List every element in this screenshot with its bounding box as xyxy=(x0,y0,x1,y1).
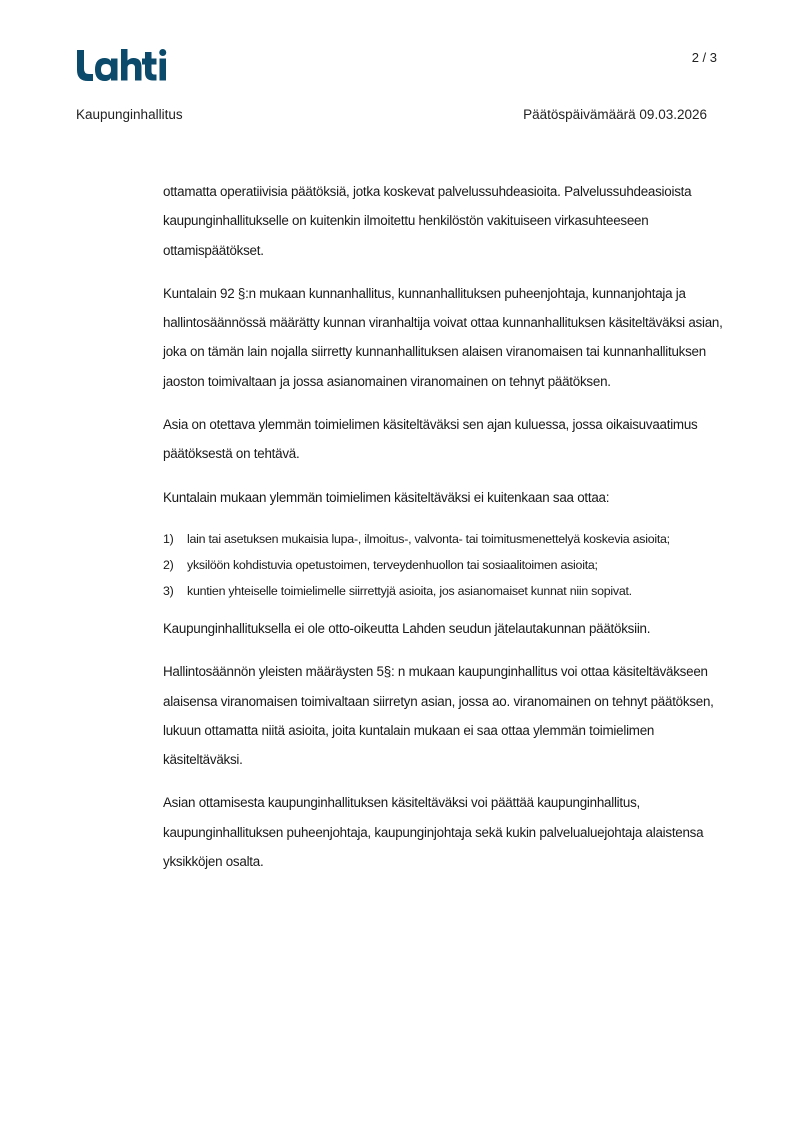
paragraph: Asian ottamisesta kaupunginhallituksen käsiteltäväksi voi päättää kaupunginhallitus, kaupunginhallituksen puheenjohtaja, kaupunginjohtaja sekä kukin palvelualuejohtaja alaistensa yksikköjen osalta. xyxy=(163,795,704,870)
lahti-logo xyxy=(75,46,170,82)
paragraph: Kaupunginhallituksella ei ole otto-oikeutta Lahden seudun jätelautakunnan päätöksiin. xyxy=(163,620,651,636)
organ-name: Kaupunginhallitus xyxy=(76,107,183,122)
decision-date: Päätöspäivämäärä 09.03.2026 xyxy=(523,107,707,122)
list-number: 1) xyxy=(163,531,174,546)
paragraph: ottamatta operatiivisia päätöksiä, jotka koskevat palvelussuhdeasioita. Palvelussuhdeasioista kaupunginhallitukselle on kuitenkin ilmoitettu henkilöstön vakituiseen virkasuhteeseen ottamispäätökset. xyxy=(163,184,692,258)
paragraph: Kuntalain 92 §:n mukaan kunnanhallitus, kunnanhallituksen puheenjohtaja, kunnanjohtaja ja hallintosäännössä määrätty kunnan viranhaltija voivat ottaa kunnanhallituksen käsiteltäväksi asian, joka on tämän lain nojalla siirretty kunnanhallituksen alaisen viranomaisen tai kunnanhallituksen jaoston toimivaltaan ja jossa asianomainen viranomainen on tehnyt päätöksen. xyxy=(163,285,723,389)
paragraph: Hallintosäännön yleisten määräysten 5§: n mukaan kaupunginhallitus voi ottaa käsiteltäväkseen alaisensa viranomaisen toimivaltaan siirretyn asian, jossa ao. viranomainen on tehnyt päätöksen, lukuun ottamatta niitä asioita, joita kuntalain mukaan ei saa ottaa ylemmän toimielimen käsiteltäväksi. xyxy=(163,664,714,768)
list-number: 2) xyxy=(163,557,174,572)
list-item xyxy=(163,578,723,604)
list-text: kuntien yhteiselle toimielimelle siirrettyjä asioita, jos asianomaiset kunnat niin sopivat. xyxy=(187,583,632,598)
paragraph: Kuntalain mukaan ylemmän toimielimen käsiteltäväksi ei kuitenkaan saa ottaa: xyxy=(163,489,610,505)
paragraph: Asia on otettava ylemmän toimielimen käsiteltäväksi sen ajan kuluessa, jossa oikaisuvaatimus päätöksestä on tehtävä. xyxy=(163,417,698,462)
list-number: 3) xyxy=(163,583,174,598)
list-item xyxy=(163,526,723,552)
exclusion-list xyxy=(163,526,723,604)
list-text: lain tai asetuksen mukaisia lupa-, ilmoitus-, valvonta- tai toimitusmenettelyä koskevia asioita; xyxy=(187,531,670,546)
list-text: yksilöön kohdistuvia opetustoimen, terveydenhuollon tai sosiaalitoimen asioita; xyxy=(187,557,598,572)
page-number: 2 / 3 xyxy=(691,50,717,65)
document-body xyxy=(163,177,723,890)
list-item xyxy=(163,552,723,578)
